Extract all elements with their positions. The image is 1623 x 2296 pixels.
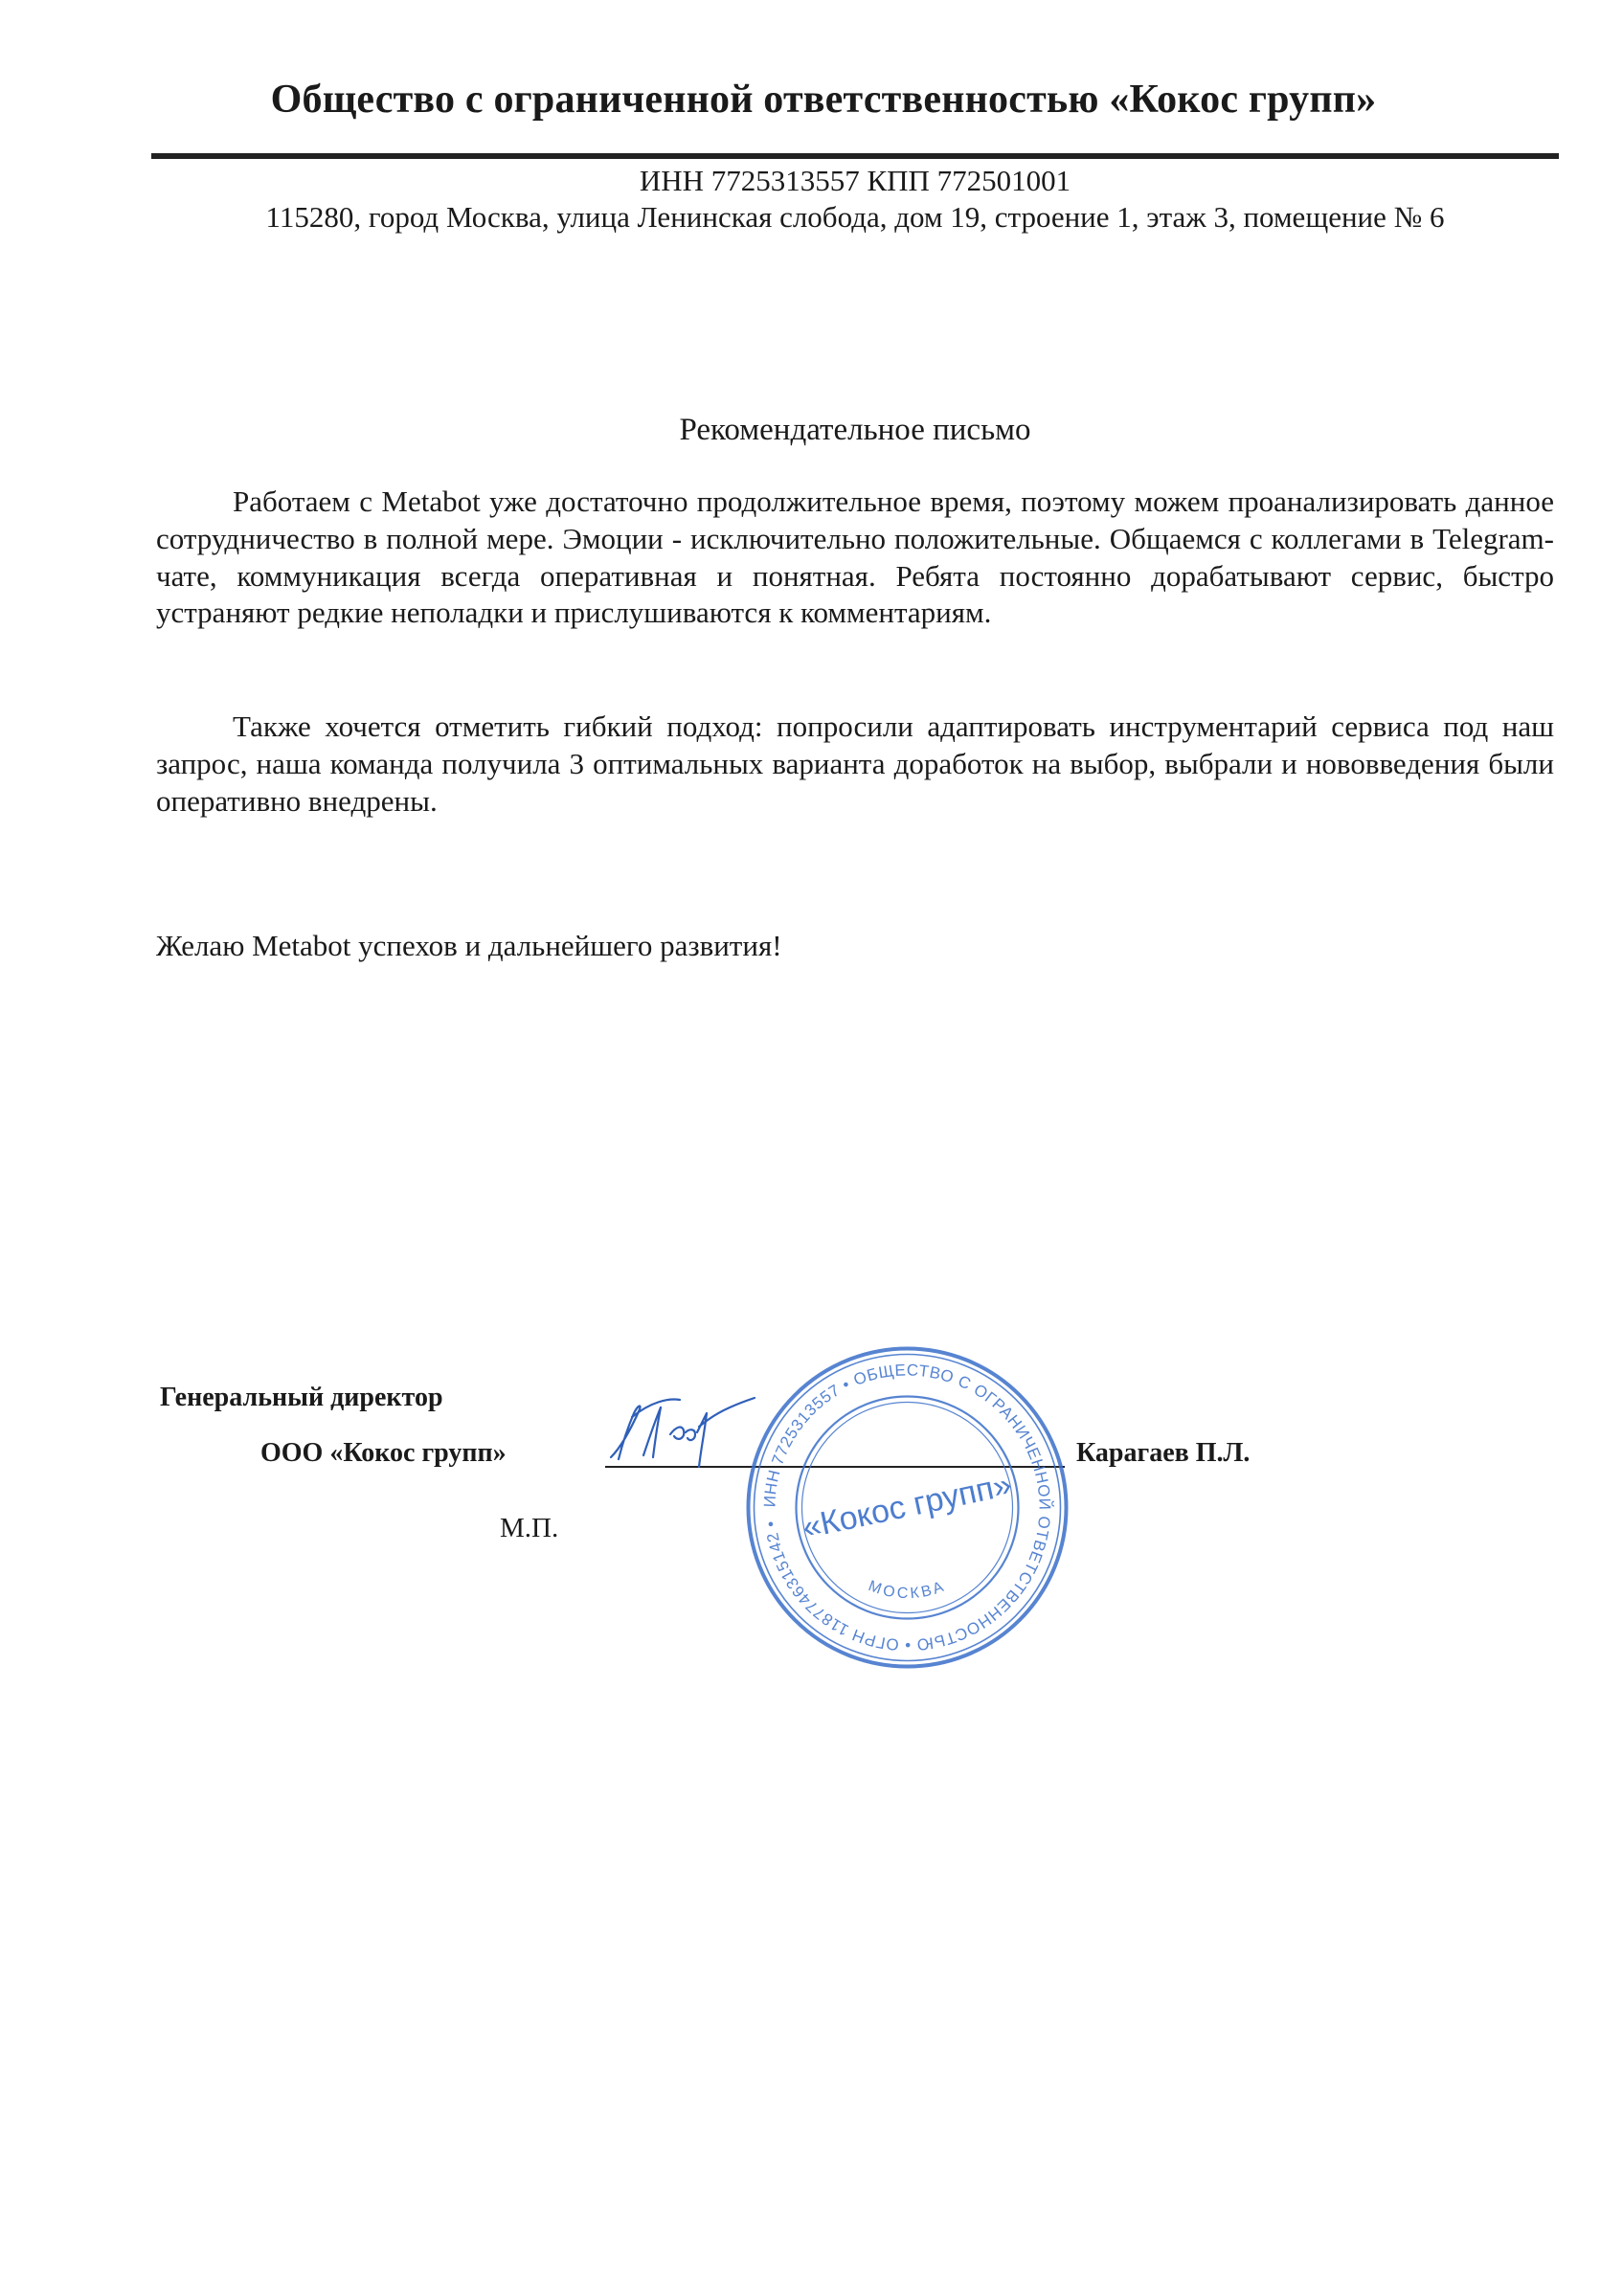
letter-paragraph-2: Также хочется отметить гибкий подход: попросили адаптировать инструментарий сервиса под наш запрос, наша команда получила 3 оптимальных варианта доработок на выбор, выбрали и нововведения были оперативно внедрены. — [156, 709, 1554, 818]
letter-title: Рекомендательное письмо — [679, 413, 1031, 447]
seal-center-text: «Кокос групп» — [799, 1466, 1015, 1546]
inn-kpp-line: ИНН 7725313557 КПП 772501001 — [639, 164, 1071, 197]
signer-company: ООО «Кокос групп» — [260, 1438, 507, 1468]
company-name-heading: Общество с ограниченной ответственностью «Кокос групп» — [270, 78, 1377, 122]
signer-position: Генеральный директор — [160, 1383, 443, 1412]
letterhead-divider — [151, 153, 1559, 159]
signer-name: Карагаев П.Л. — [1076, 1438, 1251, 1468]
company-seal — [742, 1342, 1072, 1673]
letter-paragraph-1: Работаем с Metabot уже достаточно продолжительное время, поэтому можем проанализировать данное сотрудничество в полной мере. Эмоции - исключительно положительные. Общаемся с коллегами в Telegram-чате, коммуникация всегда оперативная и понятная. Ребята постоянно дорабатывают сервис, быстро устраняют редкие неполадки и прислушиваются к комментариям. — [156, 484, 1554, 630]
handwritten-signature — [594, 1388, 761, 1474]
closing-wish: Желаю Metabot успехов и дальнейшего развития! — [156, 929, 782, 962]
seal-city-text: МОСКВА — [866, 1578, 949, 1603]
seal-ring-text: ИНН 7725313557 • ОБЩЕСТВО С ОГРАНИЧЕННОЙ ОТВЕТСТВЕННОСТЬЮ • ОГРН 1187746315142 • — [760, 1361, 1054, 1654]
company-address: 115280, город Москва, улица Ленинская слобода, дом 19, строение 1, этаж 3, помещение № 6 — [265, 200, 1445, 234]
stamp-place-label: М.П. — [500, 1513, 559, 1543]
